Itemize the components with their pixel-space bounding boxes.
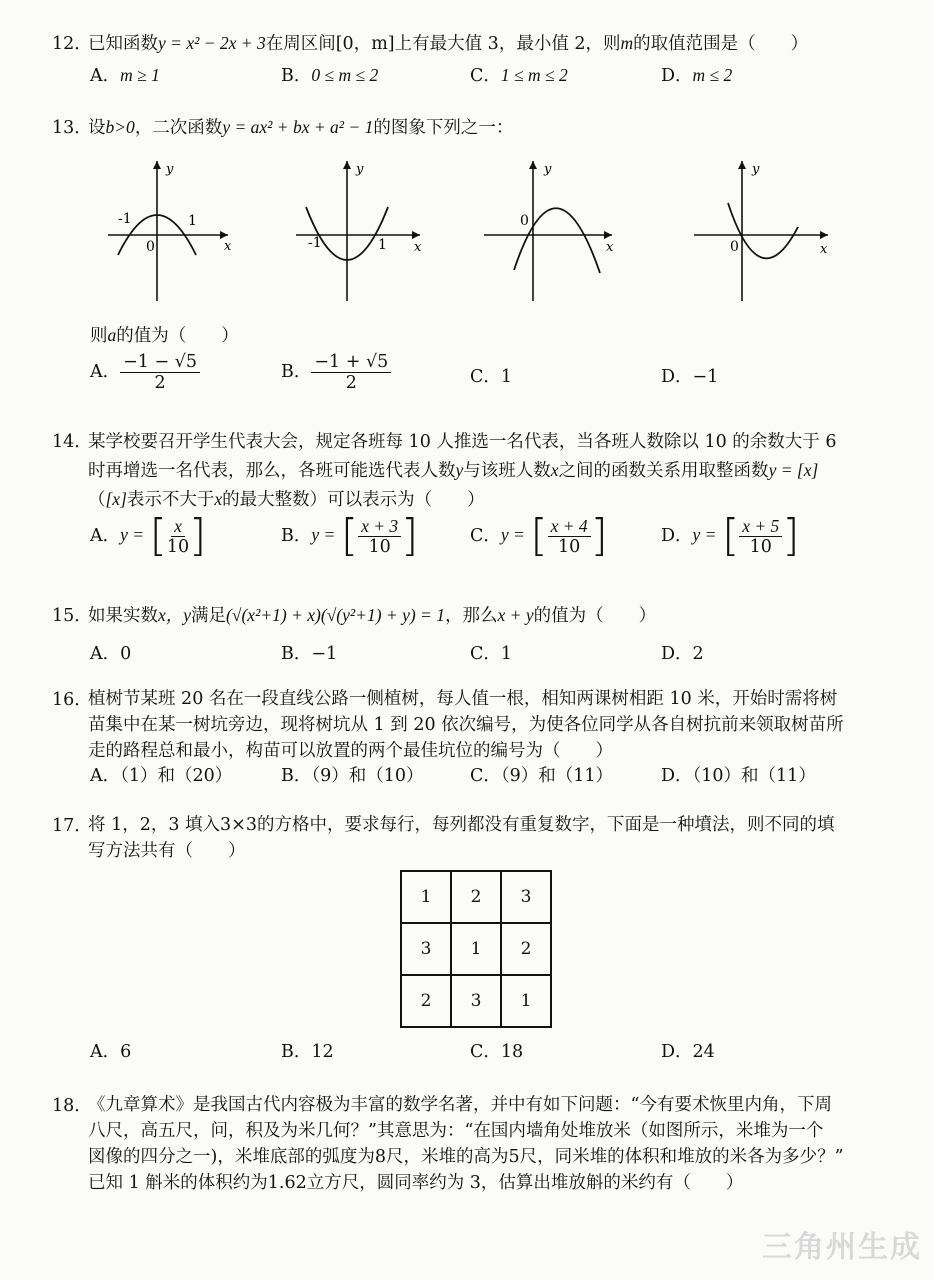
q14-floor-function: y = [x]	[768, 460, 819, 480]
grid-cell: 2	[401, 975, 451, 1027]
q14-option-d: D．y = [ $\frac{x + 5}{10}$ ]	[661, 510, 800, 561]
q17-option-d: D．24	[661, 1042, 715, 1062]
q13-ask: 则a的值为（ ）	[90, 325, 239, 346]
q12-number: 12．	[52, 34, 92, 54]
q17-option-a: A．6	[90, 1042, 132, 1062]
q15-option-c: C．1	[470, 644, 513, 664]
q14-option-a: A．y = [ $\frac{x}{10}$ ]	[90, 510, 207, 561]
grid-cell: 2	[501, 923, 551, 975]
q13-option-d: D．−1	[661, 367, 719, 387]
q12-function: y = x² − 2x + 3	[158, 33, 266, 53]
q13-number: 13．	[52, 118, 92, 138]
q13-function: y = ax² + bx + a² − 1	[222, 117, 374, 137]
q13-graph-b-x-label: x	[414, 240, 422, 255]
grid-cell: 1	[501, 975, 551, 1027]
q12-option-a: A．m ≥ 1	[90, 65, 160, 86]
q14-option-b: B．y = [ $\frac{x + 3}{10}$ ]	[281, 510, 419, 561]
q13-graph-d-y-label: y	[752, 162, 760, 177]
q15-option-b: B．−1	[281, 644, 338, 664]
q13-graph-b-y-label: y	[356, 162, 364, 177]
q16-stem: 植树节某班 20 名在一段直线公路一侧植树，每人值一根，相知两课树相距 10 米，开始时需将树 苗集中在某一树坑旁边，现将树坑从 1 到 20 依次编号，为使各位同学从各自树抗前来领取树苗所 走的路程总和最小，构苗可以放置的两个最佳坑位的编号为（ ）	[88, 689, 844, 761]
q16-option-c: C．（9）和（11）	[470, 766, 614, 786]
q13-graph-d-x-label: x	[820, 242, 828, 257]
q13-graph-a-neg1: -1	[118, 211, 132, 227]
q13-graph-d-origin: 0	[730, 239, 739, 255]
q13-graph-a-origin: 0	[146, 239, 155, 255]
q15-equation: (√(x²+1) + x)(√(y²+1) + y) = 1	[226, 605, 445, 625]
q13-option-b: B． $\frac{-1 + √5}{2}$	[281, 352, 391, 393]
q13-option-a: A． $\frac{-1 - √5}{2}$	[90, 352, 200, 393]
q13-graph-d	[690, 155, 835, 305]
q13-graph-a-one: 1	[188, 213, 197, 229]
q15-number: 15．	[52, 606, 92, 626]
q13-stem: 设b>0，二次函数y = ax² + bx + a² − 1的图象下列之一：	[88, 117, 514, 138]
q12-interval: [0，m]	[335, 34, 395, 54]
q13-graph-a	[100, 155, 240, 305]
grid-cell: 3	[501, 871, 551, 923]
q12-option-c: C．1 ≤ m ≤ 2	[470, 65, 568, 86]
q12-stem: 已知函数y = x² − 2x + 3在周区间[0，m]上有最大值 3，最小值 2，则m的取值范围是（ ）	[88, 33, 809, 54]
q14-number: 14．	[52, 432, 92, 452]
q15-stem: 如果实数x，y满足(√(x²+1) + x)(√(y²+1) + y) = 1，那么x + y的值为（ ）	[88, 605, 657, 626]
grid-row	[401, 871, 551, 923]
q18-number: 18．	[52, 1096, 92, 1116]
q13-option-c: C．1	[470, 367, 513, 387]
q12-option-d: D．m ≤ 2	[661, 65, 733, 86]
q13-graph-b-neg1: -1	[308, 235, 322, 251]
q14-option-c: C．y = [ $\frac{x + 4}{10}$ ]	[470, 510, 608, 561]
q17-option-b: B．12	[281, 1042, 334, 1062]
q16-option-b: B．（9）和（10）	[281, 766, 424, 786]
grid-cell: 2	[451, 871, 501, 923]
grid-row	[401, 923, 551, 975]
q13-graph-c	[478, 155, 623, 305]
q17-number: 17．	[52, 816, 92, 836]
q13-graph-c-y-label: y	[544, 162, 552, 177]
q16-option-d: D．（10）和（11）	[661, 766, 816, 786]
q18-stem: 《九章算术》是我国古代内容极为丰富的数学名著，并中有如下问题：“今有要术恢里内角，下周 八尺，高五尺，问，积及为米几何？”其意思为：“在国内墙角处堆放米（如图所示，米堆为一个 図像的四分之一)，米堆底部的弧度为8尺，米堆的高为5尺，同米堆的体积和堆放的米各为多少？” 已知 1 斛米的体积约为1.62立方尺，圆同率约为 3，估算出堆放斛的米约有（ ）	[88, 1095, 844, 1193]
q17-grid	[400, 870, 552, 1028]
grid-cell: 1	[401, 871, 451, 923]
q16-option-a: A．（1）和（20）	[90, 766, 233, 786]
q13-graph-b-one: 1	[378, 237, 387, 253]
q12-option-b: B．0 ≤ m ≤ 2	[281, 65, 379, 86]
grid-row	[401, 975, 551, 1027]
q13-graph-c-x-label: x	[606, 240, 614, 255]
q17-stem: 将 1，2，3 填入3×3的方格中，要求每行，每列都没有重复数字，下面是一种墳法，则不同的填 写方法共有（ ）	[88, 815, 835, 861]
q15-option-d: D．2	[661, 644, 704, 664]
q13-graph-a-x-label: x	[224, 239, 232, 254]
q14-stem: 某学校要召开学生代表大会，规定各班每 10 人推选一名代表，当各班人数除以 10 的余数大于 6 时再增选一名代表，那么，各班可能选代表人数y与该班人数x之间的函数关系用取整函数y = [x] （[x]表示不大于x的最大整数）可以表示为（ ）	[88, 432, 837, 510]
q17-option-c: C．18	[470, 1042, 524, 1062]
q16-number: 16．	[52, 690, 92, 710]
q13-graph-c-origin: 0	[520, 213, 529, 229]
q13-graph-b	[290, 155, 430, 305]
grid-cell: 3	[451, 975, 501, 1027]
watermark: 三角州生成	[762, 1230, 922, 1265]
grid-cell: 3	[401, 923, 451, 975]
q15-option-a: A．0	[90, 644, 132, 664]
grid-cell: 1	[451, 923, 501, 975]
q13-graph-a-y-label: y	[166, 162, 174, 177]
